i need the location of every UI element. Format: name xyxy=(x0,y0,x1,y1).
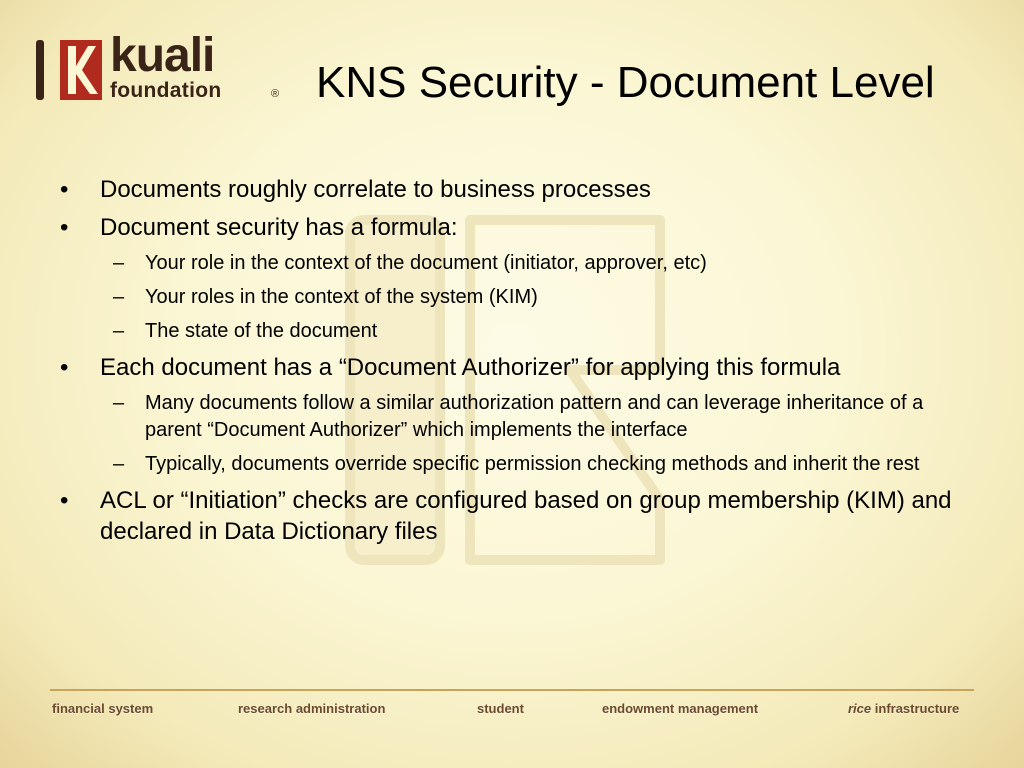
footer-item-student: student xyxy=(477,701,524,716)
sub-bullet-marker: – xyxy=(113,392,125,414)
sub-bullet-text: The state of the document xyxy=(145,320,378,342)
logo-bar xyxy=(36,40,44,100)
footer-item-endowment-management: endowment management xyxy=(602,701,759,716)
sub-bullet-text: Typically, documents override specific permission checking methods and inherit the rest xyxy=(145,453,920,475)
sub-bullet-text: Your roles in the context of the system (KIM) xyxy=(145,286,538,308)
logo-k-icon xyxy=(60,40,102,100)
bullet-text: ACL or “Initiation” checks are configured based on group membership (KIM) and declared in Data Dictionary files xyxy=(100,487,952,545)
bullet-item xyxy=(60,485,970,547)
bullet-marker: • xyxy=(60,354,69,381)
bullet-marker: • xyxy=(60,176,69,203)
bullet-text: Document security has a formula: xyxy=(100,214,458,241)
sub-bullet-item xyxy=(60,451,970,478)
sub-bullet-marker: – xyxy=(113,320,125,342)
bullet-text: Each document has a “Document Authorizer” for applying this formula xyxy=(100,354,841,381)
footer-item-rice-infrastructure: rice infrastructure xyxy=(848,701,960,716)
bullet-marker: • xyxy=(60,214,69,241)
bullet-item xyxy=(60,352,970,383)
footer-divider xyxy=(50,689,974,691)
bullet-marker: • xyxy=(60,487,69,514)
bullet-text: Documents roughly correlate to business processes xyxy=(100,176,651,203)
sub-bullet-item xyxy=(60,318,970,345)
footer-nav xyxy=(50,701,974,721)
bullet-item xyxy=(60,212,970,243)
sub-bullet-item xyxy=(60,284,970,311)
logo-word-kuali: kuali xyxy=(110,29,215,82)
kuali-foundation-logo xyxy=(30,30,290,110)
logo-word-foundation: foundation xyxy=(110,79,222,102)
bullet-item xyxy=(60,174,970,205)
sub-bullet-item xyxy=(60,250,970,277)
sub-bullet-item xyxy=(60,390,970,444)
footer-item-financial-system: financial system xyxy=(52,701,154,716)
sub-bullet-text: Your role in the context of the document (initiator, approver, etc) xyxy=(145,252,707,274)
bullet-list xyxy=(60,174,970,554)
logo-registered-mark: ® xyxy=(271,88,280,100)
slide-title: KNS Security - Document Level xyxy=(316,58,935,107)
sub-bullet-text: Many documents follow a similar authorization pattern and can leverage inheritance of a parent “Document Authorizer” which implements the interface xyxy=(145,392,924,441)
sub-bullet-marker: – xyxy=(113,286,125,308)
sub-bullet-marker: – xyxy=(113,453,125,475)
footer-item-research-administration: research administration xyxy=(238,701,386,716)
sub-bullet-marker: – xyxy=(113,252,125,274)
